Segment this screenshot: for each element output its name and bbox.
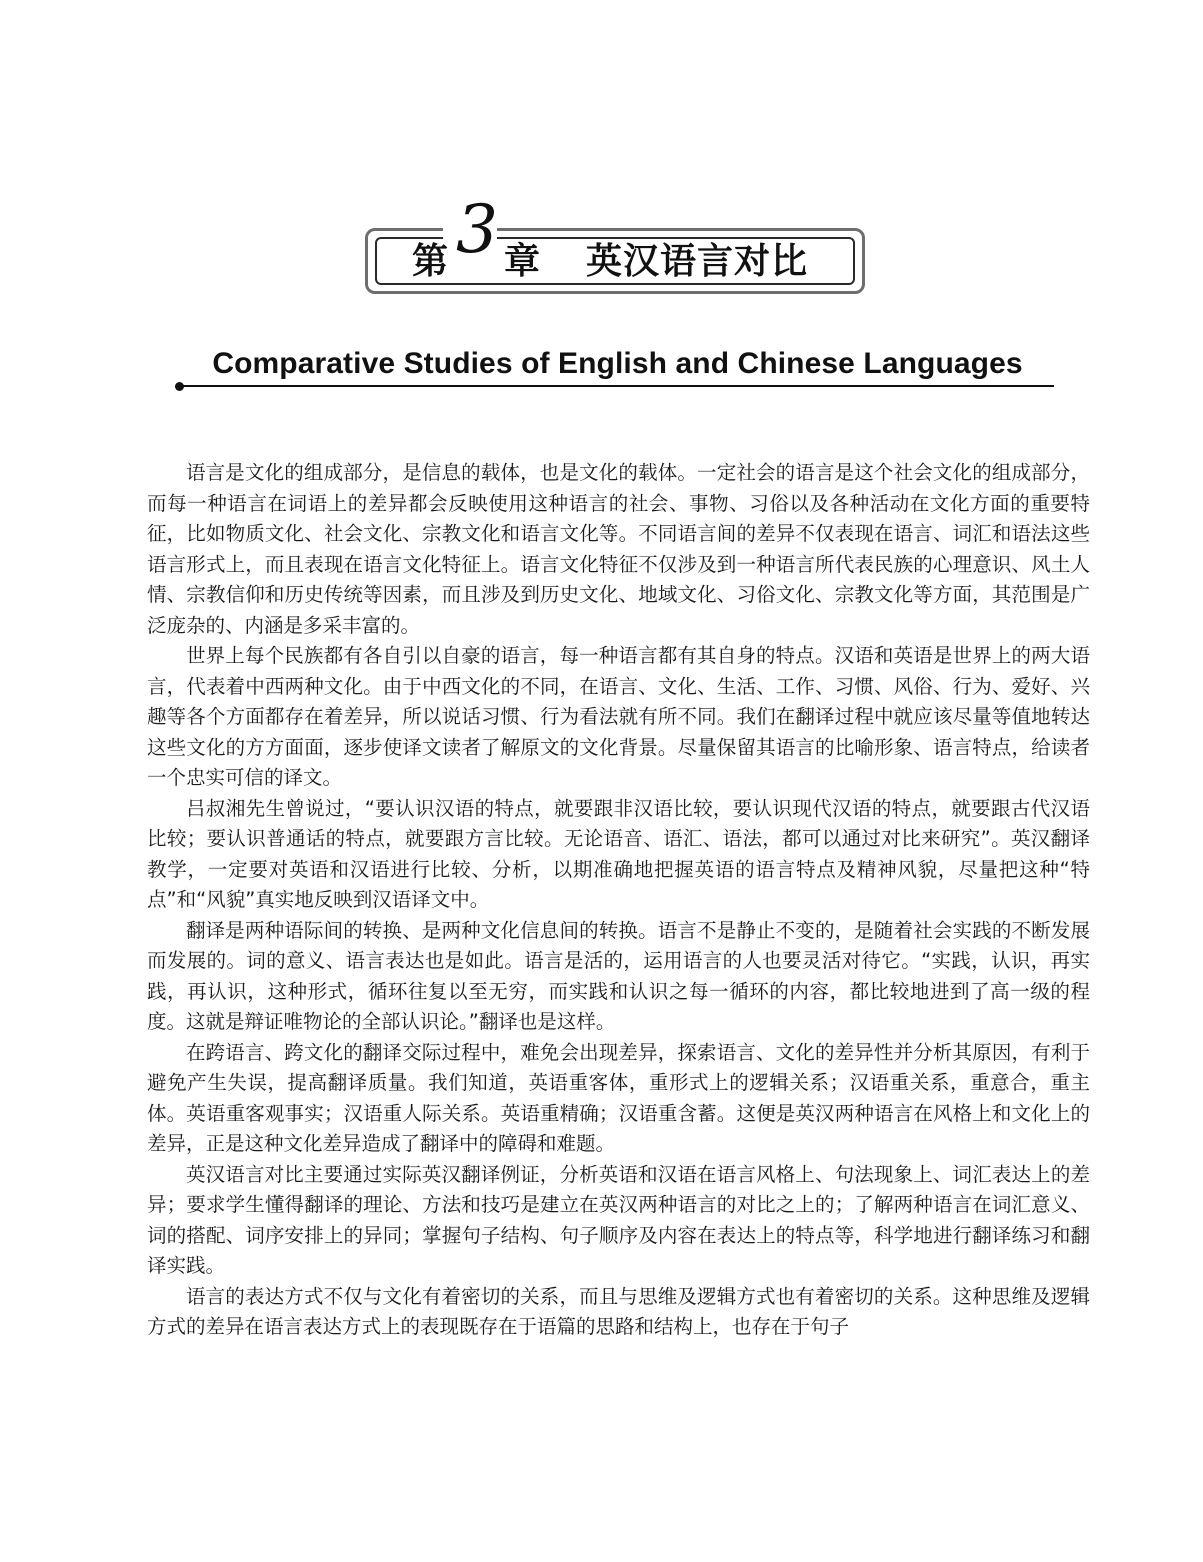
paragraph: 语言的表达方式不仅与文化有着密切的关系，而且与思维及逻辑方式也有着密切的关系。这种思维及逻辑方式的差异在语言表达方式上的表现既存在于语篇的思路和结构上，也存在于句子 xyxy=(147,1284,1090,1338)
chapter-suffix: 章 xyxy=(504,241,541,282)
chapter-prefix: 第 xyxy=(412,241,449,282)
paragraph: 翻译是两种语际间的转换、是两种文化信息间的转换。语言不是静止不变的，是随着社会实践的不断发展而发展的。词的意义、语言表达也是如此。语言是活的，运用语言的人也要灵活对待它。“实践，认识，再实践，再认识，这种形式，循环往复以至无穷，而实践和认识之每一循环的内容，都比较地进到了高一级的程度。这就是辩证唯物论的全部认识论。”翻译也是这样。 xyxy=(147,918,1090,1033)
paragraph: 世界上每个民族都有各自引以自豪的语言，每一种语言都有其自身的特点。汉语和英语是世界上的两大语言，代表着中西两种文化。由于中西文化的不同，在语言、文化、生活、工作、习惯、风俗、行为、爱好、兴趣等各个方面都存在着差异，所以说话习惯、行为看法就有所不同。我们在翻译过程中就应该尽量等值地转达这些文化的方方面面，逐步使译文读者了解原文的文化背景。尽量保留其语言的比喻形象、语言特点，给读者一个忠实可信的译文。 xyxy=(147,644,1090,789)
chapter-title: 英汉语言对比 xyxy=(586,241,809,282)
paragraph: 语言是文化的组成部分，是信息的载体，也是文化的载体。一定社会的语言是这个社会文化的组成部分，而每一种语言在词语上的差异都会反映使用这种语言的社会、事物、习俗以及各种活动在文化方面的重要特征，比如物质文化、社会文化、宗教文化和语言文化等。不同语言间的差异不仅表现在语言、词汇和语法这些语言形式上，而且表现在语言文化特征上。语言文化特征不仅涉及到一种语言所代表民族的心理意识、风土人情、宗教信仰和历史传统等因素，而且涉及到历史文化、地域文化、习俗文化、宗教文化等方面，其范围是广泛庞杂的、内涵是多采丰富的。 xyxy=(147,461,1090,637)
english-subtitle: Comparative Studies of English and Chinese Languages xyxy=(212,347,1023,380)
subtitle-underline xyxy=(179,385,1054,387)
paragraph: 吕叔湘先生曾说过，“要认识汉语的特点，就要跟非汉语比较，要认识现代汉语的特点，就要跟古代汉语比较；要认识普通话的特点，就要跟方言比较。无论语音、语汇、语法，都可以通过对比来研究”。英汉翻译教学，一定要对英语和汉语进行比较、分析，以期准确地把握英语的语言特点及精神风貌，尽量把这种“特点”和“风貌”真实地反映到汉语译文中。 xyxy=(147,796,1090,911)
chapter-number: 3 xyxy=(456,191,498,268)
paragraph: 在跨语言、跨文化的翻译交际过程中，难免会出现差异，探索语言、文化的差异性并分析其原因，有利于避免产生失误，提高翻译质量。我们知道，英语重客体，重形式上的逻辑关系；汉语重关系，重意合，重主体。英语重客观事实；汉语重人际关系。英语重精确；汉语重含蓄。这便是英汉两种语言在风格上和文化上的差异，正是这种文化差异造成了翻译中的障碍和难题。 xyxy=(147,1040,1090,1155)
paragraph: 英汉语言对比主要通过实际英汉翻译例证，分析英语和汉语在语言风格上、句法现象上、词汇表达上的差异；要求学生懂得翻译的理论、方法和技巧是建立在英汉两种语言的对比之上的；了解两种语言在词汇意义、词的搭配、词序安排上的异同；掌握句子结构、句子顺序及内容在表达上的特点等，科学地进行翻译练习和翻译实践。 xyxy=(147,1162,1090,1277)
body-text xyxy=(147,458,1090,1343)
subtitle-bullet-dot xyxy=(175,382,184,391)
